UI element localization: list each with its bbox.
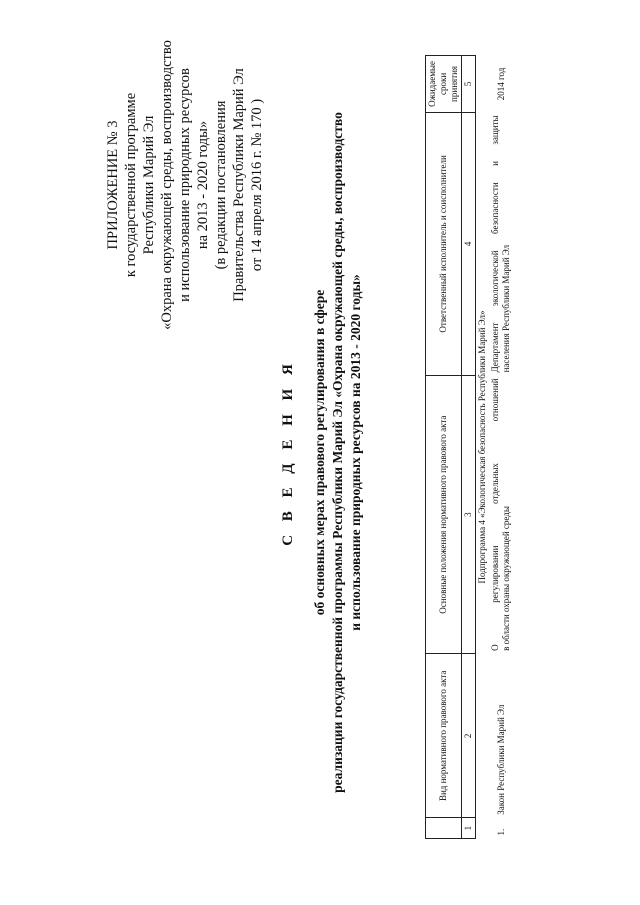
row-term: 2014 год <box>495 67 506 101</box>
row-number: 1. <box>495 828 506 836</box>
column-numbers-row <box>462 56 476 839</box>
document-subtitle-line: об основных мерах правового регулирования в сфере <box>312 289 327 616</box>
appendix-line: Правительства Республики Марий Эл <box>231 68 247 302</box>
column-header-act-type: Вид нормативного правового акта <box>426 654 462 818</box>
appendix-title: ПРИЛОЖЕНИЕ № 3 <box>105 120 121 250</box>
subprogram-row <box>476 56 490 839</box>
table-header-row <box>426 56 462 839</box>
column-header-provisions: Основные положения нормативного правового акта <box>426 375 462 653</box>
appendix-line: к государственной программе <box>123 92 139 278</box>
column-number: 2 <box>462 654 476 818</box>
document-subtitle-line: реализации государственной программы Республики Марий Эл «Охрана окружающей среды, воспроизводство <box>330 112 345 793</box>
column-header-number <box>426 818 462 839</box>
appendix-line: «Охрана окружающей среды, воспроизводство <box>159 40 175 330</box>
column-number: 4 <box>462 112 476 375</box>
column-number: 5 <box>462 56 476 113</box>
subprogram-title: Подпрограмма 4 «Экологическая безопасность Республики Марий Эл» <box>477 310 487 584</box>
row-provisions-line: в области охраны окружающей среды <box>501 506 511 651</box>
measures-table <box>425 55 513 839</box>
row-act-type: Закон Республики Марий Эл <box>495 704 506 815</box>
appendix-block <box>104 15 266 355</box>
column-header-executor: Ответственный исполнитель и соисполнители <box>426 112 462 375</box>
appendix-date-line: от 14 апреля 2016 г. № 170 ) <box>249 98 265 272</box>
document-heading <box>280 20 365 885</box>
appendix-line: Республики Марий Эл <box>141 115 157 255</box>
column-number: 1 <box>462 818 476 839</box>
row-executor <box>489 112 513 375</box>
appendix-line: на 2013 - 2020 годы» <box>195 120 211 250</box>
appendix-line: и использование природных ресурсов <box>177 68 193 302</box>
column-number: 3 <box>462 375 476 653</box>
row-provisions-line: О регулировании отдельных отношений <box>490 378 500 651</box>
document-subtitle-line: и использование природных ресурсов на 2013 - 2020 годы» <box>348 274 363 631</box>
row-executor-line: населения Республики Марий Эл <box>501 244 511 373</box>
document-title: С В Е Д Е Н И Я <box>280 359 296 546</box>
appendix-line: (в редакции постановления <box>213 100 229 270</box>
column-header-term: Ожидаемые сроки принятия <box>426 56 462 113</box>
table-row <box>489 56 513 839</box>
row-executor-line: Департамент экологической безопасности и защиты <box>490 115 500 373</box>
row-provisions <box>489 375 513 653</box>
